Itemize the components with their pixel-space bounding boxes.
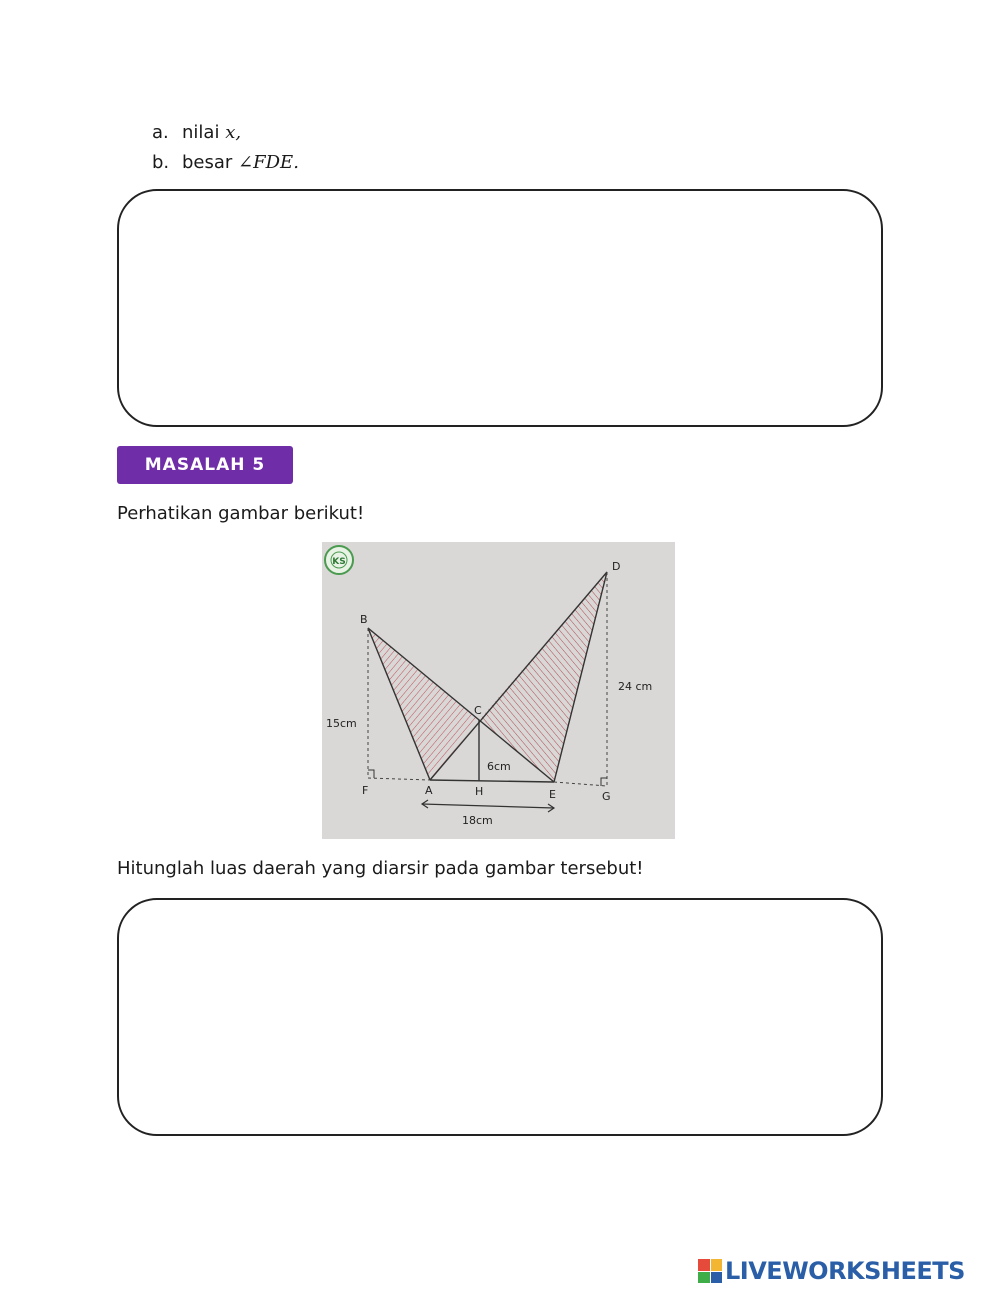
brand-logo-tile-4 (711, 1272, 723, 1284)
question-b-text: besar (182, 152, 233, 173)
brand (698, 1254, 965, 1288)
figure-svg (322, 542, 675, 839)
geometry-figure (322, 542, 675, 839)
shaded-triangle-left (368, 628, 479, 780)
label-H: H (475, 785, 484, 798)
label-F: F (362, 784, 369, 797)
shaded-triangle-right (479, 572, 607, 782)
question-b-math: ∠FDE. (238, 152, 299, 173)
question-list (152, 118, 299, 178)
label-left-height: 15cm (326, 717, 357, 730)
question-b (152, 148, 299, 178)
label-G: G (602, 790, 611, 803)
answer-box-2[interactable] (117, 898, 883, 1136)
brand-logo-icon (698, 1259, 722, 1283)
answer-box-1[interactable] (117, 189, 883, 427)
line-AE (430, 780, 554, 782)
dashed-EG (554, 782, 607, 786)
section-badge: MASALAH 5 (117, 446, 293, 484)
question-a-marker: a. (152, 122, 169, 143)
base-arrow (422, 800, 554, 812)
brand-logo-tile-2 (711, 1259, 723, 1271)
stamp-text: KS (332, 557, 346, 567)
prompt-calculate: Hitunglah luas daerah yang diarsir pada gambar tersebut! (117, 858, 644, 879)
prompt-observe: Perhatikan gambar berikut! (117, 503, 365, 524)
dashed-FA (368, 778, 430, 780)
label-B: B (360, 613, 368, 626)
label-E: E (549, 788, 556, 801)
right-angle-F (368, 770, 374, 778)
question-a-text: nilai (182, 122, 220, 143)
brand-logo-tile-1 (698, 1259, 710, 1271)
question-b-marker: b. (152, 152, 170, 173)
stamp-icon (325, 546, 353, 574)
label-mid-height: 6cm (487, 760, 511, 773)
label-D: D (612, 560, 621, 573)
brand-logo-tile-3 (698, 1272, 710, 1284)
label-A: A (425, 784, 433, 797)
right-angle-G (601, 778, 607, 786)
question-a (152, 118, 299, 148)
brand-name: LIVEWORKSHEETS (725, 1257, 965, 1285)
question-a-math: x, (225, 122, 242, 143)
label-base: 18cm (462, 814, 493, 827)
label-right-height: 24 cm (618, 680, 653, 693)
label-C: C (474, 704, 482, 717)
